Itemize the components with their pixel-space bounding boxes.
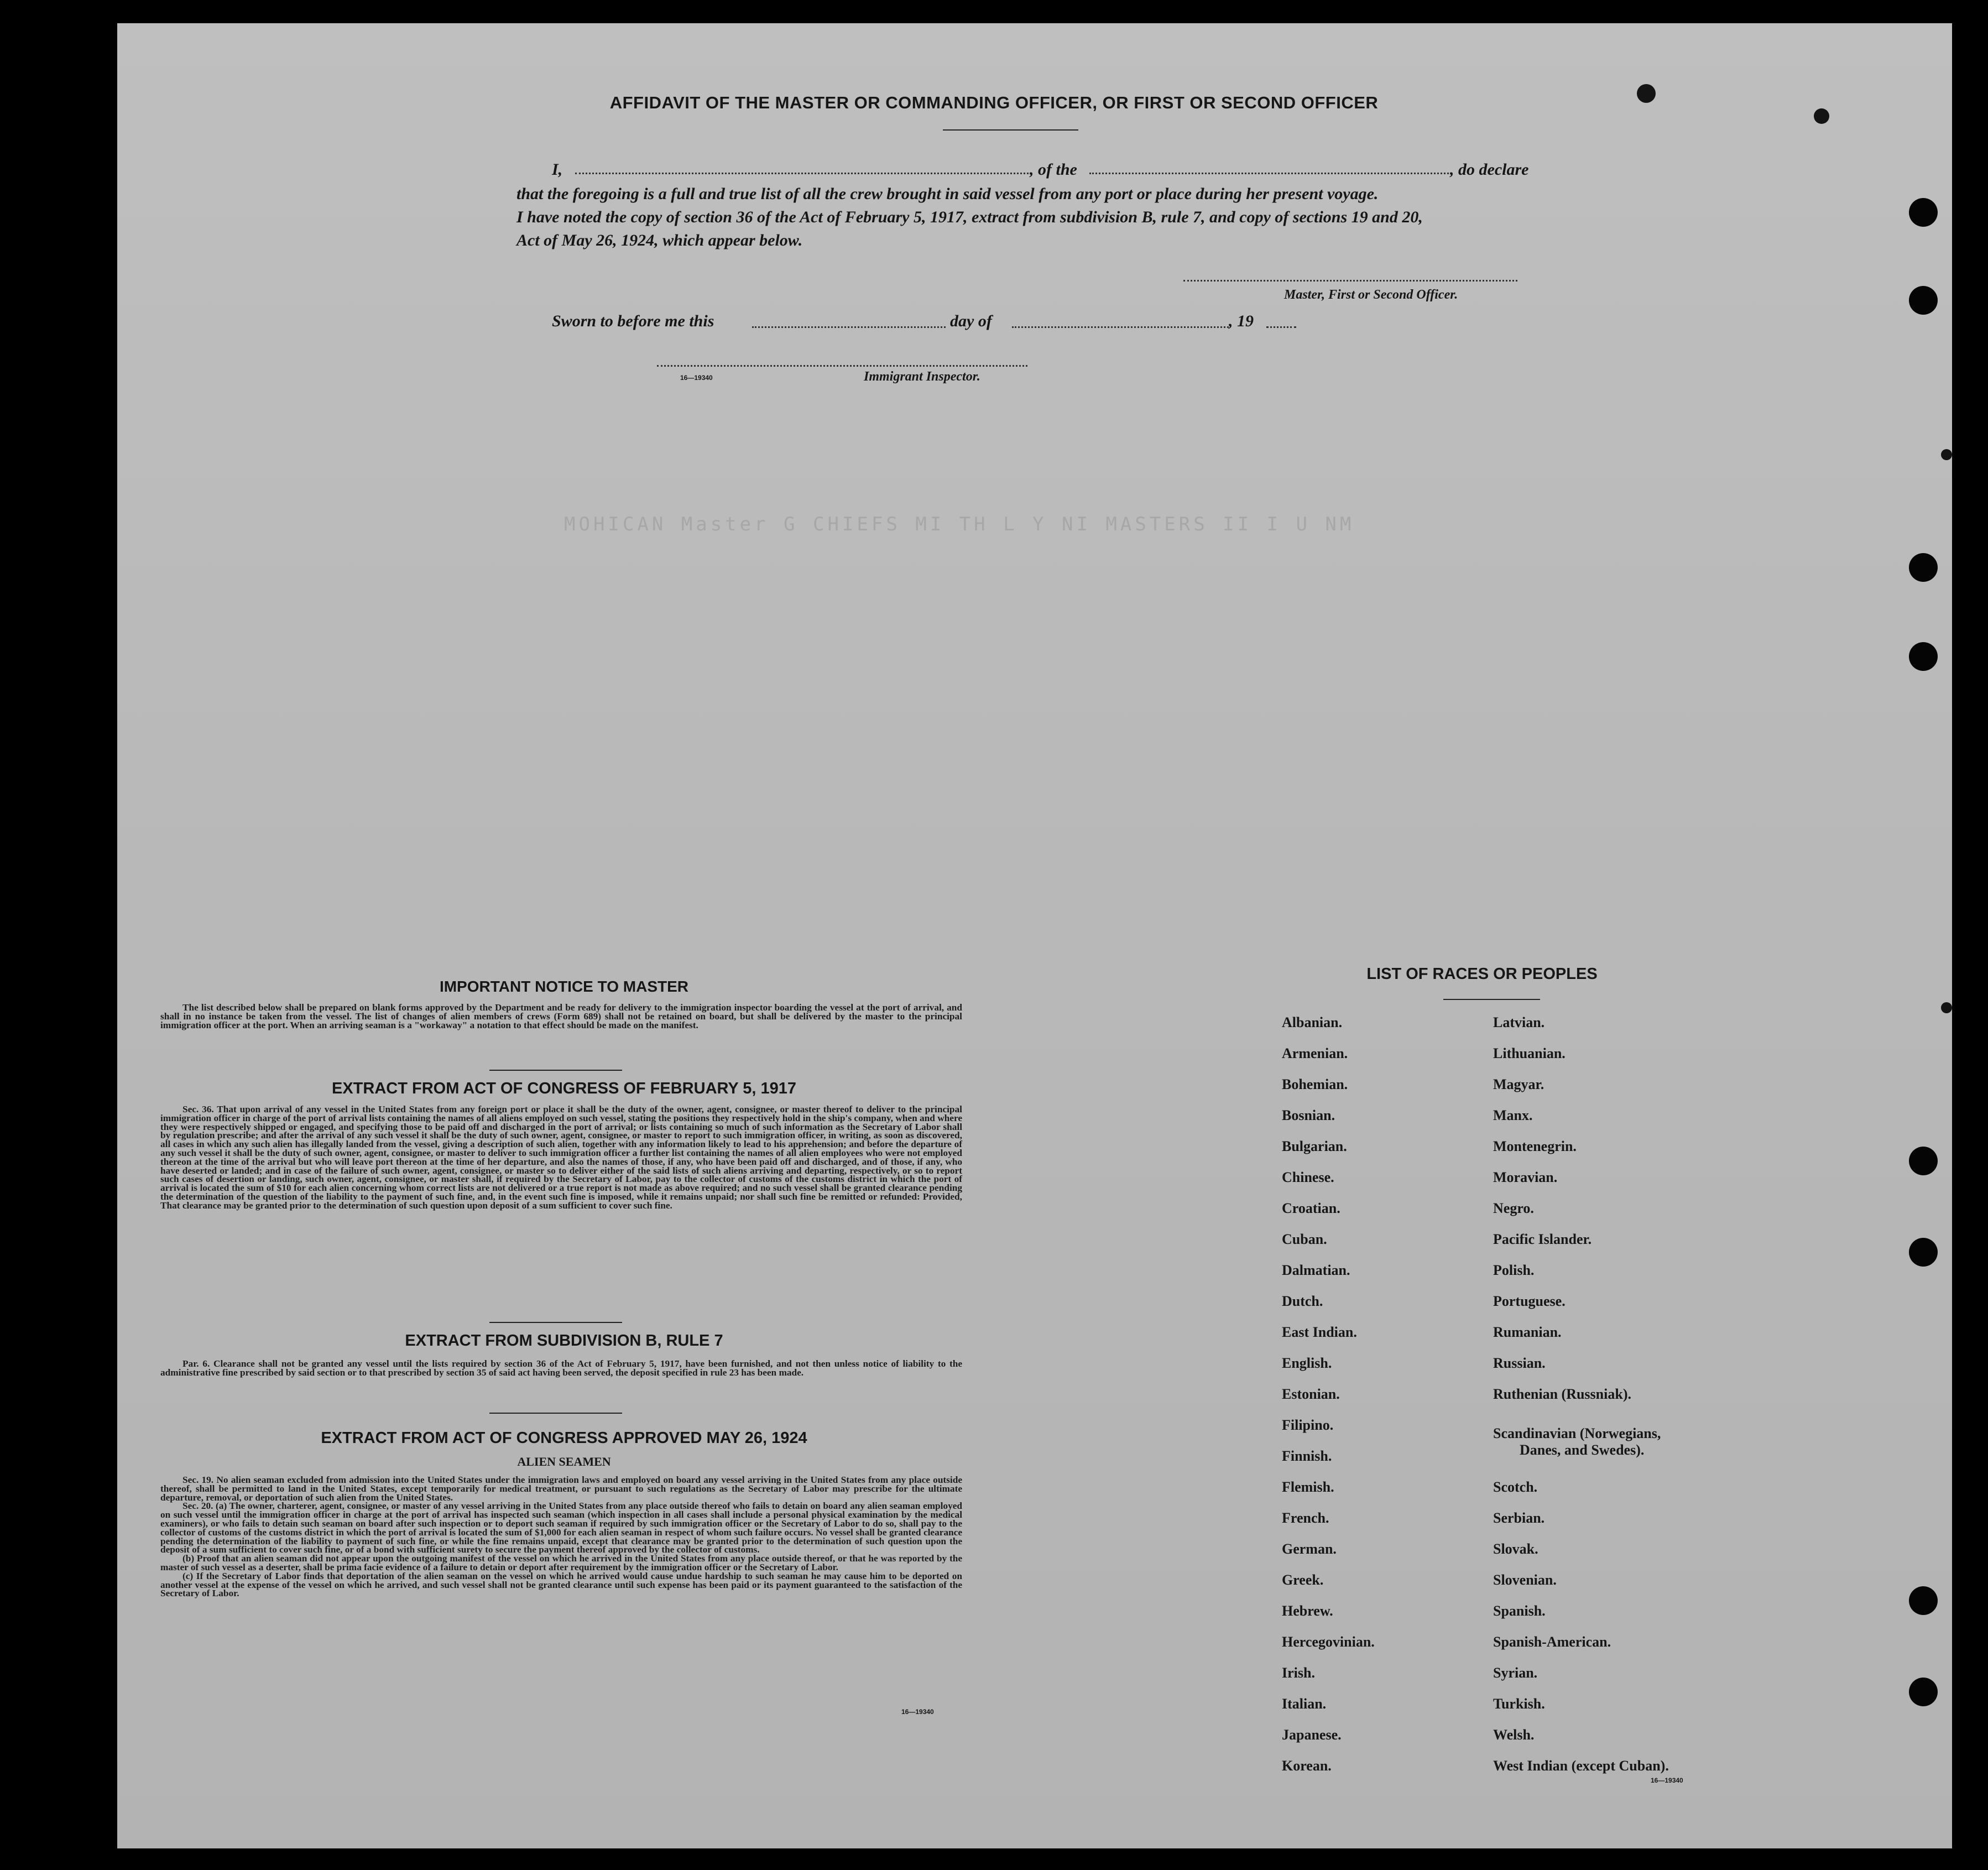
extract-1917-body — [160, 1105, 962, 1210]
race-item: Polish. — [1493, 1262, 1535, 1278]
binder-hole — [1909, 553, 1938, 582]
race-item: Irish. — [1282, 1665, 1315, 1681]
signature-label: Master, First or Second Officer. — [1284, 288, 1458, 302]
race-item: Chinese. — [1282, 1169, 1334, 1185]
race-item: English. — [1282, 1355, 1332, 1371]
section-divider — [489, 1322, 622, 1323]
race-item: Cuban. — [1282, 1231, 1327, 1247]
race-item: Filipino. — [1282, 1417, 1334, 1433]
binder-hole — [1909, 642, 1938, 671]
race-item: Manx. — [1493, 1107, 1533, 1123]
races-title: LIST OF RACES OR PEOPLES — [1366, 965, 1598, 983]
binder-hole — [1909, 286, 1938, 315]
inspector-label: Immigrant Inspector. — [864, 369, 980, 384]
race-item: Slovenian. — [1493, 1572, 1557, 1588]
binder-hole — [1909, 1586, 1938, 1615]
race-item: Slovak. — [1493, 1541, 1538, 1557]
sworn-day-blank — [752, 326, 946, 328]
race-item: Moravian. — [1493, 1169, 1558, 1185]
rule-7-title: EXTRACT FROM SUBDIVISION B, RULE 7 — [405, 1332, 723, 1350]
race-item: Serbian. — [1493, 1510, 1545, 1526]
affidavit-i: I, — [552, 160, 563, 179]
race-item: Lithuanian. — [1493, 1045, 1566, 1061]
race-item: Portuguese. — [1493, 1293, 1566, 1309]
binder-hole — [1909, 1678, 1938, 1706]
vessel-blank — [1089, 173, 1449, 174]
form-code: 16—19340 — [680, 374, 713, 382]
affidavit-line-3: I have noted the copy of section 36 of the Act of February 5, 1917, extract from subdivision B, rule 7, and copy of sections 19 and 20, — [516, 208, 1423, 226]
race-item: Ruthenian (Russniak). — [1493, 1386, 1631, 1402]
notice-paragraph: The list described below shall be prepared on blank forms approved by the Department and be ready for delivery to the immigration inspector boarding the vessel at the port of arrival, and shall in no instance be taken from the vessel. The list of changes of alien members of crews (Form 689) shall not be retained on board, but shall be delivered by the master to the principal immigration officer at the port. When an arriving seaman is a "workaway" a notation to that effect should be made on the manifest. — [160, 1002, 962, 1030]
race-item: Italian. — [1282, 1696, 1327, 1712]
alien-seamen-subtitle: ALIEN SEAMEN — [517, 1455, 611, 1468]
race-item: Finnish. — [1282, 1448, 1332, 1464]
section-20a-paragraph: Sec. 20. (a) The owner, charterer, agent, consignee, or master of any vessel arriving in the United States from any place outside thereof who fails to detain on board any alien seaman employed on such vessel until the immigration officer in charge at the port of arrival has inspected such seaman (which inspection in all cases shall include a personal physical examination by the medical examiners), or who fails to detain such seaman on board after such inspection or to deport such seaman if required by such immigration officer or the Secretary of Labor to do so, shall pay to the collector of customs of the customs district in which the port of arrival is located the sum of $1,000 for each alien seaman in respect of whom such failure occurs. No vessel shall be granted clearance pending the determination of the liability to payment of such fine, or while the fine remains unpaid, except that clearance may be granted prior to the determination of such question upon the deposit of a sum sufficient to cover such fine, or of a bond with sufficient surety to secure the payment thereof approved by the collector of customs. — [160, 1501, 962, 1555]
extract-1924-title: EXTRACT FROM ACT OF CONGRESS APPROVED MAY 26, 1924 — [321, 1429, 807, 1447]
race-item: Spanish-American. — [1493, 1634, 1611, 1650]
race-item: Rumanian. — [1493, 1324, 1562, 1340]
race-item: Latvian. — [1493, 1014, 1545, 1030]
race-item: Estonian. — [1282, 1386, 1340, 1402]
race-item: East Indian. — [1282, 1324, 1357, 1340]
race-item: Pacific Islander. — [1493, 1231, 1592, 1247]
section-20c-paragraph: (c) If the Secretary of Labor finds that deportation of the alien seaman on the vessel on which he arrived would cause undue hardship to such seaman he may cause him to be deported on another vessel at the expense of the vessel on which he arrived, and such vessel shall not be granted clearance until such expense has been paid or its payment guaranteed to the satisfaction of the Secretary of Labor. — [160, 1570, 962, 1599]
year-label: , 19 — [1229, 312, 1254, 330]
inspector-signature-line — [657, 365, 1027, 367]
race-item: Korean. — [1282, 1758, 1332, 1774]
section-20b-paragraph: (b) Proof that an alien seaman did not appear upon the outgoing manifest of the vessel on which he arrived in the United States from any place outside thereof, or that he was reported by the master of such vessel as a deserter, shall be prima facie evidence of a failure to detain or deport after requirement by the immigration officer or the Secretary of Labor. — [160, 1553, 962, 1572]
race-item: Danes, and Swedes). — [1520, 1442, 1645, 1458]
day-of-label: day of — [950, 312, 992, 330]
race-item: Bulgarian. — [1282, 1138, 1347, 1154]
section-36-paragraph: Sec. 36. That upon arrival of any vessel in the United States from any foreign port or place it shall be the duty of the owner, agent, consignee, or master thereof to deliver to the principal immigration officer in charge of the port of arrival lists containing the names of all aliens employed on such vessel, stating the positions they respectively hold in the ship's company, when and where they were respectively shipped or engaged, and specifying those to be paid off and discharged in the port of arrival; or lists containing so much of such information as the Secretary of Labor shall by regulation prescribe; and after the arrival of any such vessel it shall be the duty of such owner, agent, consignee, or master to report to such immigration officer, in writing, as soon as discovered, all cases in which any such alien has illegally landed from the vessel, giving a description of such alien, together with any information likely to lead to his apprehension; and before the departure of any such vessel it shall be the duty of such owner, agent, consignee, or master to deliver to such immigration officer a further list containing the names of all alien employees who were not employed thereon at the time of the arrival but who will leave port thereon at the time of her departure, and also the names of those, if any, who have been paid off and discharged, and of those, if any, who have deserted or landed; and in case of the failure of such owner, agent, consignee, or master so to deliver either of the said lists of such aliens arriving and departing, respectively, or so to report such cases of desertion or landing, such owner, agent, consignee, or master shall, if required by the Secretary of Labor, pay to the collector of customs of the customs district in which the port of arrival is located the sum of $10 for each alien concerning whom correct lists are not delivered or a true report is not made as above required; and no such vessel shall be granted clearance pending the determination of the question of the liability to the payment of such fine, and, in the event such fine is imposed, while it remains unpaid; nor shall such fine be remitted or refunded: Provided, That clearance may be granted prior to the determination of such question upon deposit of a sum sufficient to cover such fine. — [160, 1104, 962, 1211]
rule-7-body — [160, 1359, 962, 1377]
title-underline — [943, 129, 1078, 131]
binder-hole — [1909, 1147, 1938, 1175]
notice-body — [160, 1003, 962, 1029]
race-item: Russian. — [1493, 1355, 1546, 1371]
extract-1917-title: EXTRACT FROM ACT OF CONGRESS OF FEBRUARY 5, 1917 — [331, 1080, 797, 1097]
section-19-paragraph: Sec. 19. No alien seaman excluded from admission into the United States under the immigration laws and employed on board any vessel arriving in the United States from any place outside thereof, shall be permitted to land in the United States, except temporarily for medical treatment, or pursuant to such regulations as the Secretary of Labor may prescribe for the ultimate departure, removal, or deportation of such alien from the United States. — [160, 1475, 962, 1503]
race-item: Spanish. — [1493, 1603, 1546, 1619]
race-item: Turkish. — [1493, 1696, 1545, 1712]
affidavit-of-the: , of the — [1030, 160, 1077, 179]
race-item: Dalmatian. — [1282, 1262, 1350, 1278]
name-blank — [575, 173, 1029, 174]
race-item: Armenian. — [1282, 1045, 1348, 1061]
race-item: German. — [1282, 1541, 1337, 1557]
race-item: Hebrew. — [1282, 1603, 1333, 1619]
signature-line — [1183, 280, 1517, 282]
race-item: Bohemian. — [1282, 1076, 1348, 1092]
year-blank — [1266, 326, 1296, 328]
races-title-underline — [1443, 999, 1540, 1000]
race-item: Greek. — [1282, 1572, 1324, 1588]
affidavit-do-declare: , do declare — [1450, 160, 1529, 179]
section-divider — [489, 1070, 622, 1071]
ink-speck — [1941, 1002, 1952, 1013]
race-item: French. — [1282, 1510, 1329, 1526]
race-item: Hercegovinian. — [1282, 1634, 1375, 1650]
rule-7-paragraph: Par. 6. Clearance shall not be granted any vessel until the lists required by section 36 of the Act of February 5, 1917, have been furnished, and not then unless notice of liability to the administrative fine prescribed by said section or to that prescribed by section 35 of said act having been served, the deposit specified in rule 23 has been made. — [160, 1358, 962, 1378]
race-item: Welsh. — [1493, 1727, 1535, 1743]
race-item: Negro. — [1493, 1200, 1534, 1216]
affidavit-line-2: that the foregoing is a full and true list of all the crew brought in said vessel from any port or place during her present voyage. — [516, 185, 1379, 203]
ink-speck — [1941, 449, 1952, 460]
race-item: Magyar. — [1493, 1076, 1545, 1092]
race-item: West Indian (except Cuban). — [1493, 1758, 1669, 1774]
form-code: 16—19340 — [1651, 1777, 1683, 1784]
binder-hole — [1909, 1238, 1938, 1267]
race-item: Albanian. — [1282, 1014, 1343, 1030]
race-item: Scandinavian (Norwegians, — [1493, 1425, 1661, 1441]
form-code: 16—19340 — [901, 1708, 934, 1716]
bleed-through-text: MOHICAN Master G CHIEFS MI TH L Y NI MASTERS II I U NM — [564, 513, 1355, 535]
extract-1924-body — [160, 1476, 962, 1598]
section-divider — [489, 1413, 622, 1414]
sworn-month-blank — [1012, 326, 1229, 328]
race-item: Dutch. — [1282, 1293, 1323, 1309]
sworn-label: Sworn to before me this — [552, 312, 714, 330]
race-item: Flemish. — [1282, 1479, 1334, 1495]
race-item: Bosnian. — [1282, 1107, 1335, 1123]
race-item: Japanese. — [1282, 1727, 1342, 1743]
affidavit-line-4: Act of May 26, 1924, which appear below. — [516, 231, 803, 249]
affidavit-title: AFFIDAVIT OF THE MASTER OR COMMANDING OFFICER, OR FIRST OR SECOND OFFICER — [609, 93, 1379, 112]
binder-hole — [1909, 198, 1938, 227]
race-item: Montenegrin. — [1493, 1138, 1577, 1154]
race-item: Scotch. — [1493, 1479, 1538, 1495]
race-item: Croatian. — [1282, 1200, 1340, 1216]
notice-title: IMPORTANT NOTICE TO MASTER — [439, 978, 689, 995]
race-item: Syrian. — [1493, 1665, 1538, 1681]
